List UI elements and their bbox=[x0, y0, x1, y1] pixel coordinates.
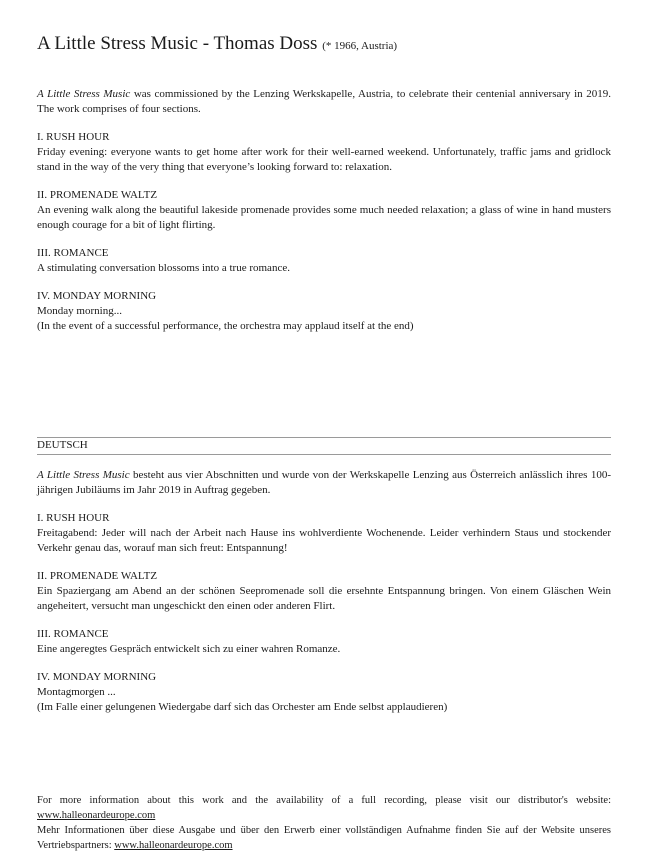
english-intro-text: was commissioned by the Lenzing Werkskapelle, Austria, to celebrate their centenial anniversary in 2019. The work comprises of four sections. bbox=[37, 88, 612, 115]
work-title-italic: A Little Stress Music bbox=[37, 88, 131, 100]
movement-note: (In the event of a successful performance, the orchestra may applaud itself at the end) bbox=[37, 320, 414, 332]
movement-heading: IV. MONDAY MORNING bbox=[37, 671, 157, 683]
movement-en-3 bbox=[37, 246, 611, 276]
movement-body: Friday evening: everyone wants to get home after work for their well-earned weekend. Unfortunately, traffic jams and gridlock stand in the way of the very thing that everyone’s looking forward to: relaxation. bbox=[37, 146, 611, 173]
movement-de-3 bbox=[37, 627, 611, 657]
movement-body: An evening walk along the beautiful lakeside promenade provides some much needed relaxation; a glass of wine in hand musters enough courage for a bit of light flirting. bbox=[37, 204, 611, 231]
composer-birth-note: (* 1966, Austria) bbox=[322, 40, 398, 52]
movement-body: A stimulating conversation blossoms into a true romance. bbox=[37, 262, 290, 274]
movement-heading: III. ROMANCE bbox=[37, 628, 109, 640]
work-title-italic: A Little Stress Music bbox=[37, 469, 130, 481]
footer-text-english: For more information about this work and the availability of a full recording, please visit our distributor's website: bbox=[37, 795, 611, 806]
movement-en-4 bbox=[37, 289, 611, 334]
movement-de-2 bbox=[37, 569, 611, 614]
movement-heading: I. RUSH HOUR bbox=[37, 131, 110, 143]
movement-body: Montagmorgen ... bbox=[37, 686, 116, 698]
distributor-link-german[interactable]: www.halleonardeurope.com bbox=[114, 840, 233, 851]
english-section bbox=[37, 87, 611, 334]
movement-heading: I. RUSH HOUR bbox=[37, 512, 110, 524]
deutsch-section-header bbox=[37, 437, 611, 455]
movement-en-2 bbox=[37, 188, 611, 233]
movement-de-4 bbox=[37, 670, 611, 715]
movement-body: Freitagabend: Jeder will nach der Arbeit nach Hause ins wohlverdiente Wochenende. Leider verhindern Staus und stockender Verkehr genau das, worauf man sich freut: Entspannung! bbox=[37, 527, 611, 554]
page-title bbox=[37, 34, 611, 56]
movement-note: (Im Falle einer gelungenen Wiedergabe darf sich das Orchester am Ende selbst applaudieren) bbox=[37, 701, 448, 713]
work-title: A Little Stress Music - Thomas Doss bbox=[37, 33, 318, 54]
deutsch-label: DEUTSCH bbox=[37, 439, 88, 451]
movement-body: Eine angeregtes Gespräch entwickelt sich zu einer wahren Romanze. bbox=[37, 643, 341, 655]
footer bbox=[37, 793, 611, 853]
german-intro-paragraph bbox=[37, 468, 611, 498]
movement-heading: III. ROMANCE bbox=[37, 247, 109, 259]
movement-heading: II. PROMENADE WALTZ bbox=[37, 570, 158, 582]
movement-body: Monday morning... bbox=[37, 305, 122, 317]
movement-heading: IV. MONDAY MORNING bbox=[37, 290, 157, 302]
footer-paragraph-german bbox=[37, 823, 611, 853]
german-intro-text: besteht aus vier Abschnitten und wurde von der Werkskapelle Lenzing aus Österreich anlässlich ihres 100-jährigen Jubiläums im Jahr 2019 in Auftrag gegeben. bbox=[37, 469, 611, 496]
movement-body: Ein Spaziergang am Abend an der schönen Seepromenade soll die ersehnte Entspannung bringen. Von einem Gläschen Wein angeheitert, versucht man ungeschickt den einen oder anderen Flirt. bbox=[37, 585, 611, 612]
movement-de-1 bbox=[37, 511, 611, 556]
movement-en-1 bbox=[37, 130, 611, 175]
german-section bbox=[37, 468, 611, 715]
footer-paragraph-english bbox=[37, 793, 611, 823]
movement-heading: II. PROMENADE WALTZ bbox=[37, 189, 158, 201]
english-intro-paragraph bbox=[37, 87, 611, 117]
distributor-link-english[interactable]: www.halleonardeurope.com bbox=[37, 810, 156, 821]
footer-text-german: Mehr Informationen über diese Ausgabe und über den Erwerb einer vollständigen Aufnahme finden Sie auf der Website unseres Vertriebspartners: bbox=[37, 825, 611, 851]
